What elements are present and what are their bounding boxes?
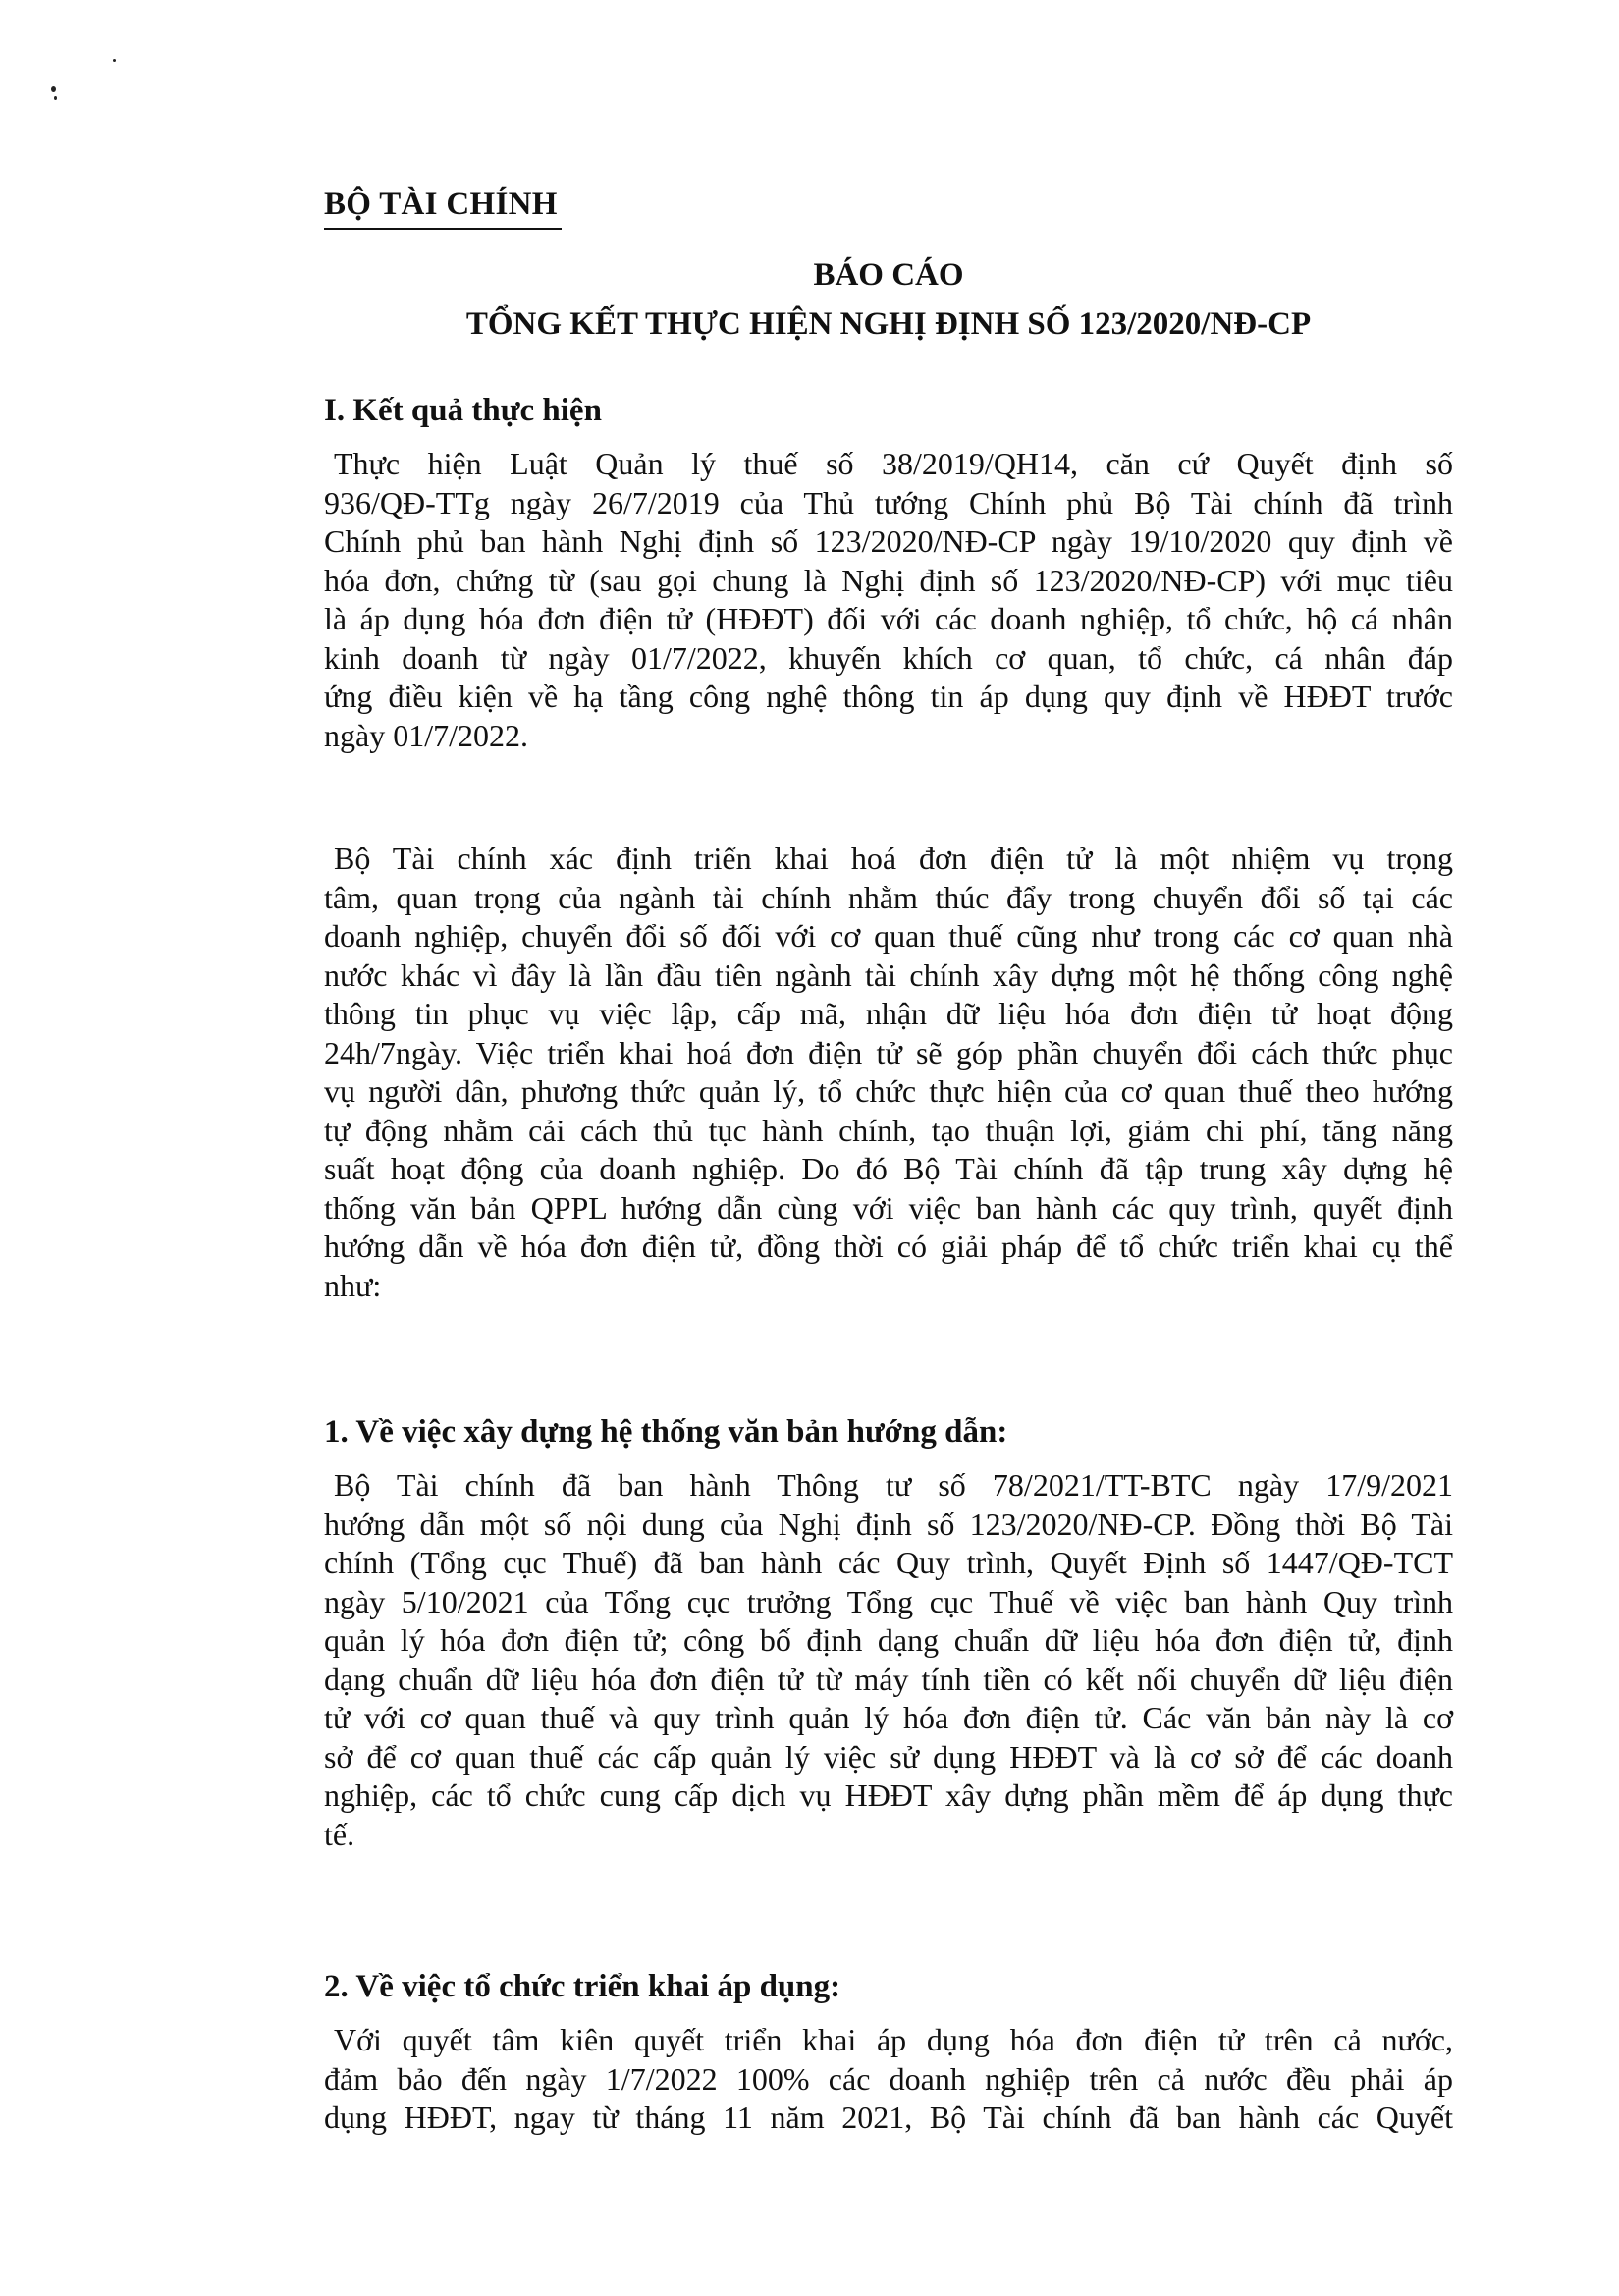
report-title: BÁO CÁO — [813, 257, 964, 293]
ministry-name: BỘ TÀI CHÍNH — [324, 187, 558, 222]
paragraph-line: Bộ Tài chính xác định triển khai hoá đơn điện tử là một nhiệm vụ trọng — [334, 841, 1453, 876]
paragraph-line: thống văn bản QPPL hướng dẫn cùng với việc ban hành các quy trình, quyết định — [324, 1189, 1453, 1226]
paragraph-line: chính (Tổng cục Thuế) đã ban hành các Quy trình, Quyết Định số 1447/QĐ-TCT — [324, 1545, 1453, 1580]
paragraph-line: tâm, quan trọng của ngành tài chính nhằm thúc đẩy trong chuyển đổi số tại các — [324, 879, 1453, 915]
paragraph-deployment — [324, 2021, 1453, 2138]
scan-speck — [113, 59, 116, 62]
scan-speck — [51, 86, 56, 92]
paragraph-line: Chính phủ ban hành Nghị định số 123/2020/NĐ-CP ngày 19/10/2020 quy định về — [324, 523, 1453, 559]
paragraph-line: vụ người dân, phương thức quản lý, tổ chức thực hiện của cơ quan thuế theo hướng — [324, 1073, 1453, 1109]
paragraph-line: quản lý hóa đơn điện tử; công bố định dạng chuẩn dữ liệu hóa đơn điện tử, định — [324, 1622, 1453, 1658]
paragraph-line: thông tin phục vụ việc lập, cấp mã, nhận dữ liệu hóa đơn điện tử hoạt động — [324, 996, 1453, 1031]
paragraph-line: 936/QĐ-TTg ngày 26/7/2019 của Thủ tướng Chính phủ Bộ Tài chính đã trình — [324, 484, 1453, 520]
paragraph-line: suất hoạt động của doanh nghiệp. Do đó Bộ Tài chính đã tập trung xây dựng hệ — [324, 1151, 1453, 1186]
paragraph-line: dụng HĐĐT, ngay từ tháng 11 năm 2021, Bộ Tài chính đã ban hành các Quyết — [324, 2100, 1453, 2135]
paragraph-line: kinh doanh từ ngày 01/7/2022, khuyến khích cơ quan, tổ chức, cá nhân đáp — [324, 639, 1453, 676]
section-heading-results: I. Kết quả thực hiện — [324, 393, 602, 428]
section-heading-deployment: 2. Về việc tổ chức triển khai áp dụng: — [324, 1969, 841, 2004]
paragraph-intro — [324, 445, 1453, 755]
section-heading-guidance: 1. Về việc xây dựng hệ thống văn bản hướng dẫn: — [324, 1414, 1008, 1449]
paragraph-line: nước khác vì đây là lần đầu tiên ngành tài chính xây dựng một hệ thống công nghệ — [324, 957, 1453, 993]
paragraph-line: Với quyết tâm kiên quyết triển khai áp dụng hóa đơn điện tử trên cả nước, — [334, 2022, 1453, 2057]
paragraph-line: ngày 5/10/2021 của Tổng cục trưởng Tổng cục Thuế về việc ban hành Quy trình — [324, 1583, 1453, 1619]
report-subtitle: TỔNG KẾT THỰC HIỆN NGHỊ ĐỊNH SỐ 123/2020/NĐ-CP — [465, 306, 1312, 342]
paragraph-line: ứng điều kiện về hạ tầng công nghệ thông tin áp dụng quy định về HĐĐT trước — [324, 679, 1453, 714]
paragraph-line: sở để cơ quan thuế các cấp quản lý việc sử dụng HĐĐT và là cơ sở để các doanh — [324, 1738, 1453, 1775]
paragraph-line: hướng dẫn một số nội dung của Nghị định số 123/2020/NĐ-CP. Đồng thời Bộ Tài — [324, 1505, 1453, 1542]
paragraph-line: như: — [324, 1267, 382, 1303]
paragraph-line: Bộ Tài chính đã ban hành Thông tư số 78/2021/TT-BTC ngày 17/9/2021 — [334, 1467, 1453, 1503]
paragraph-line: là áp dụng hóa đơn điện tử (HĐĐT) đối với các doanh nghiệp, tổ chức, hộ cá nhân — [324, 601, 1453, 636]
paragraph-guidance — [324, 1466, 1453, 1854]
paragraph-line: tử với cơ quan thuế và quy trình quản lý hóa đơn điện tử. Các văn bản này là cơ — [324, 1700, 1453, 1735]
paragraph-line: Thực hiện Luật Quản lý thuế số 38/2019/QH14, căn cứ Quyết định số — [334, 446, 1453, 481]
paragraph-ministry-focus — [324, 840, 1453, 1305]
paragraph-line: 24h/7ngày. Việc triển khai hoá đơn điện tử sẽ góp phần chuyển đổi cách thức phục — [324, 1034, 1453, 1070]
paragraph-line: doanh nghiệp, chuyển đổi số đối với cơ quan thuế cũng như trong các cơ quan nhà — [324, 918, 1453, 954]
paragraph-line: hóa đơn, chứng từ (sau gọi chung là Nghị định số 123/2020/NĐ-CP) với mục tiêu — [324, 562, 1453, 598]
paragraph-line: hướng dẫn về hóa đơn điện tử, đồng thời có giải pháp để tổ chức triển khai cụ thể — [324, 1229, 1453, 1264]
paragraph-line: tự động nhằm cải cách thủ tục hành chính, tạo thuận lợi, giảm chi phí, tăng năng — [324, 1112, 1453, 1148]
paragraph-line: nghiệp, các tổ chức cung cấp dịch vụ HĐĐT xây dựng phần mềm để áp dụng thực — [324, 1777, 1453, 1813]
scan-speck — [54, 96, 57, 100]
paragraph-line: dạng chuẩn dữ liệu hóa đơn điện tử từ máy tính tiền có kết nối chuyển dữ liệu điện — [324, 1661, 1453, 1697]
paragraph-line: đảm bảo đến ngày 1/7/2022 100% các doanh nghiệp trên cả nước đều phải áp — [324, 2060, 1453, 2097]
paragraph-line: tế. — [324, 1816, 355, 1852]
ministry-underline — [324, 228, 562, 230]
paragraph-line: ngày 01/7/2022. — [324, 717, 528, 753]
